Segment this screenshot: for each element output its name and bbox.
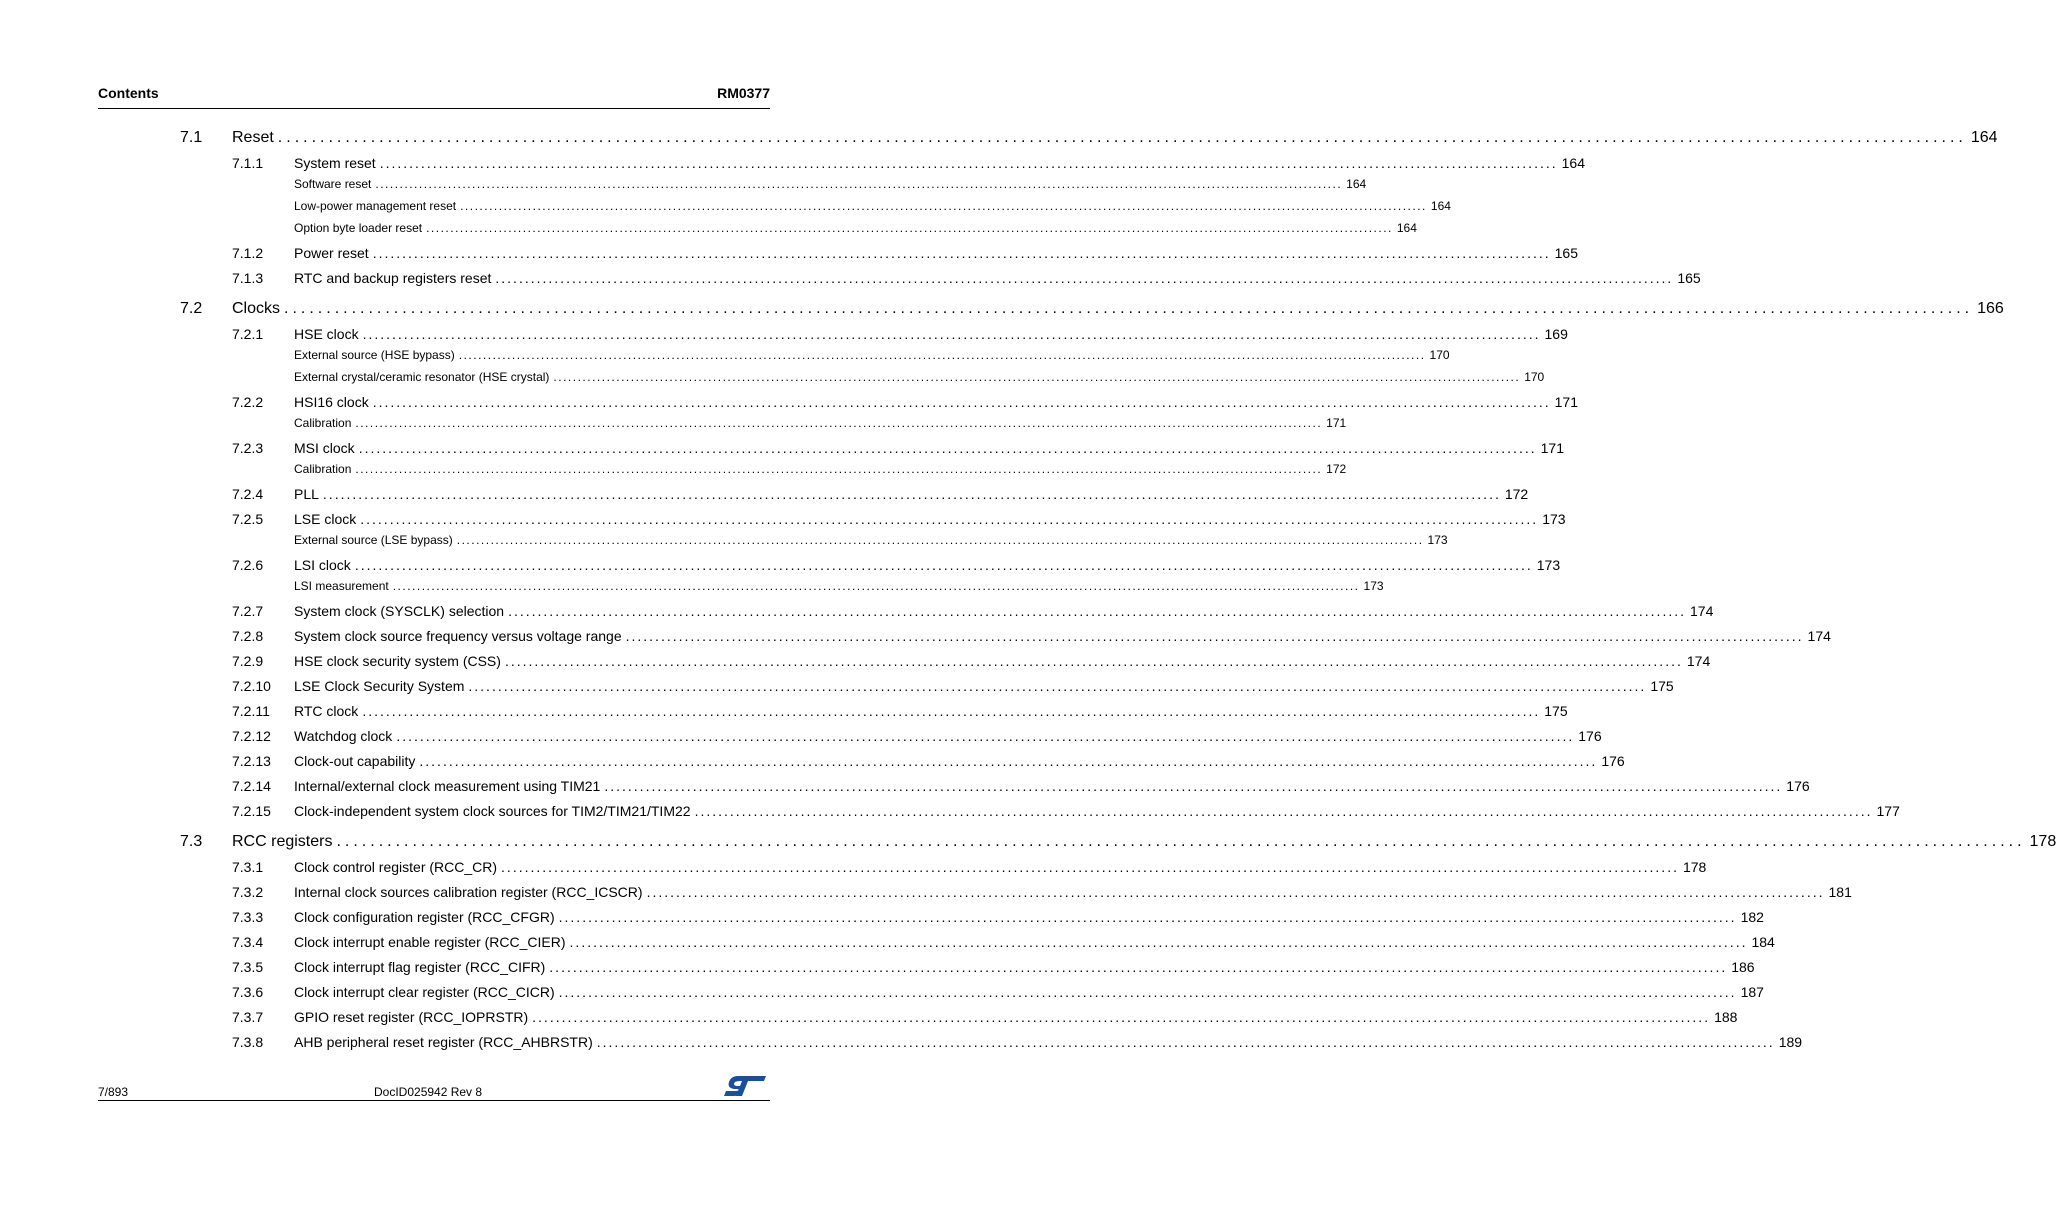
toc-entry-title[interactable]: System reset — [294, 155, 376, 171]
toc-entry-title[interactable]: AHB peripheral reset register (RCC_AHBRSTR) — [294, 1034, 593, 1050]
toc-entry-page[interactable]: 165 — [1554, 245, 1578, 261]
toc-entry[interactable] — [180, 300, 2004, 318]
toc-entry-title[interactable]: External source (HSE bypass) — [294, 348, 455, 362]
toc-dot-leader: ........................................................................................................................................................................................................ — [379, 155, 1558, 171]
toc-dot-leader: ........................................................................................................................................................................................................ — [458, 348, 1426, 362]
toc-entry-title[interactable]: System clock source frequency versus voltage range — [294, 628, 622, 644]
toc-entry[interactable] — [232, 728, 1602, 744]
toc-entry-page[interactable]: 171 — [1326, 416, 1347, 430]
toc-dot-leader: ........................................................................................................................................................................................................ — [646, 884, 1825, 900]
toc-entry-title[interactable]: Watchdog clock — [294, 728, 393, 744]
toc-entry-number: 7.2.9 — [232, 653, 264, 669]
toc-entry-title[interactable]: Internal clock sources calibration register (RCC_ICSCR) — [294, 884, 643, 900]
toc-entry[interactable] — [232, 859, 1707, 875]
toc-dot-leader: ........................................................................................................................................................................................................ — [336, 833, 2026, 850]
toc-entry-title[interactable]: Calibration — [294, 462, 352, 476]
toc-dot-leader: ........................................................................................................................................................................................................ — [277, 129, 1967, 146]
toc-entry-page[interactable]: 175 — [1650, 678, 1674, 694]
toc-entry[interactable] — [232, 603, 1714, 619]
toc-dot-leader: ........................................................................................................................................................................................................ — [460, 199, 1427, 213]
toc-dot-leader: ........................................................................................................................................................................................................ — [354, 557, 1533, 573]
toc-dot-leader: ........................................................................................................................................................................................................ — [495, 270, 1674, 286]
toc-entry-page[interactable]: 177 — [1876, 803, 1900, 819]
toc-entry-page[interactable]: 176 — [1786, 778, 1810, 794]
toc-entry-number: 7.2.2 — [232, 394, 264, 410]
toc-entry-page[interactable]: 172 — [1504, 486, 1529, 502]
toc-entry[interactable] — [294, 416, 1347, 430]
toc-entry-page[interactable]: 174 — [1807, 628, 1831, 644]
toc-entry-page[interactable]: 175 — [1544, 703, 1568, 719]
toc-entry-title[interactable]: RTC clock — [294, 703, 359, 719]
toc-entry[interactable] — [232, 778, 1810, 794]
toc-entry-page[interactable]: 164 — [1430, 199, 1451, 213]
toc-dot-leader: ........................................................................................................................................................................................................ — [426, 221, 1393, 235]
toc-entry-page[interactable]: 169 — [1544, 326, 1568, 342]
st-logo-icon — [724, 1074, 768, 1098]
page-footer — [98, 1084, 770, 1101]
toc-entry[interactable] — [232, 557, 1561, 573]
toc-dot-leader: ........................................................................................................................................................................................................ — [372, 245, 1551, 261]
toc-entry-number: 7.2.15 — [232, 803, 271, 819]
toc-entry-page[interactable]: 189 — [1778, 1034, 1803, 1050]
toc-entry-page[interactable]: 164 — [1561, 155, 1585, 171]
toc-dot-leader: ........................................................................................................................................................................................................ — [419, 753, 1598, 769]
toc-entry-title[interactable]: HSI16 clock — [294, 394, 369, 410]
toc-entry[interactable] — [232, 703, 1568, 719]
toc-entry[interactable] — [232, 653, 1711, 669]
toc-dot-leader: ........................................................................................................................................................................................................ — [358, 440, 1537, 456]
toc-dot-leader: ........................................................................................................................................................................................................ — [355, 416, 1323, 430]
toc-entry-number: 7.3.2 — [232, 884, 264, 900]
toc-entry-title[interactable]: Clock-out capability — [294, 753, 416, 769]
toc-entry-number: 7.2.3 — [232, 440, 264, 456]
toc-entry-title[interactable]: HSE clock — [294, 326, 359, 342]
toc-entry-number: 7.2.6 — [232, 557, 264, 573]
toc-entry-title[interactable]: Clock control register (RCC_CR) — [294, 859, 498, 875]
toc-entry[interactable] — [294, 199, 1451, 213]
toc-dot-leader: ........................................................................................................................................................................................................ — [392, 579, 1360, 593]
toc-entry-page[interactable]: 181 — [1828, 884, 1852, 900]
toc-entry-title[interactable]: Calibration — [294, 416, 352, 430]
toc-dot-leader: ........................................................................................................................................................................................................ — [284, 300, 1974, 317]
toc-dot-leader: ........................................................................................................................................................................................................ — [322, 486, 1501, 502]
toc-entry-title[interactable]: Reset — [232, 129, 274, 146]
toc-entry[interactable] — [294, 579, 1384, 593]
toc-dot-leader: ........................................................................................................................................................................................................ — [553, 370, 1521, 384]
toc-entry[interactable] — [232, 909, 1764, 925]
toc-entry-number: 7.1.1 — [232, 155, 264, 171]
toc-entry[interactable] — [232, 984, 1764, 1000]
toc-entry[interactable] — [232, 884, 1852, 900]
toc-dot-leader: ........................................................................................................................................................................................................ — [362, 703, 1541, 719]
toc-entry-page[interactable]: 176 — [1601, 753, 1625, 769]
toc-entry[interactable] — [232, 486, 1529, 502]
toc-dot-leader: ........................................................................................................................................................................................................ — [558, 984, 1737, 1000]
header-doc-code: RM0377 — [717, 85, 770, 101]
page-header — [98, 84, 770, 109]
toc-entry-number: 7.3.7 — [232, 1009, 264, 1025]
toc-entry-page[interactable]: 173 — [1427, 533, 1448, 547]
toc-entry-page[interactable]: 170 — [1429, 348, 1450, 362]
toc-dot-leader: ........................................................................................................................................................................................................ — [625, 628, 1804, 644]
toc-entry[interactable] — [294, 533, 1448, 547]
toc-entry[interactable] — [232, 753, 1625, 769]
toc-entry-number: 7.2.7 — [232, 603, 264, 619]
toc-entry-number: 7.2 — [180, 300, 203, 317]
toc-dot-leader: ........................................................................................................................................................................................................ — [569, 934, 1748, 950]
toc-entry-number: 7.3.1 — [232, 859, 264, 875]
toc-entry-title[interactable]: RCC registers — [232, 833, 333, 850]
toc-entry[interactable] — [232, 934, 1775, 950]
toc-entry-page[interactable]: 173 — [1536, 557, 1561, 573]
toc-dot-leader: ........................................................................................................................................................................................................ — [604, 778, 1783, 794]
toc-entry-number: 7.3.6 — [232, 984, 264, 1000]
toc-entry-page[interactable]: 173 — [1363, 579, 1384, 593]
toc-entry-title[interactable]: Clocks — [232, 300, 281, 317]
toc-entry-title[interactable]: LSI measurement — [294, 579, 389, 593]
toc-entry-title[interactable]: Low-power management reset — [294, 199, 457, 213]
toc-entry-title[interactable]: External crystal/ceramic resonator (HSE crystal) — [294, 370, 550, 384]
toc-entry-title[interactable]: RTC and backup registers reset — [294, 270, 492, 286]
toc-entry[interactable] — [294, 462, 1347, 476]
toc-entry[interactable] — [180, 833, 2056, 851]
toc-entry[interactable] — [294, 221, 1417, 235]
footer-page-number: 7/893 — [98, 1085, 129, 1099]
toc-entry-number: 7.1.2 — [232, 245, 264, 261]
toc-entry-title[interactable]: HSE clock security system (CSS) — [294, 653, 501, 669]
toc-entry-number: 7.2.5 — [232, 511, 264, 527]
toc-dot-leader: ........................................................................................................................................................................................................ — [532, 1009, 1711, 1025]
toc-entry[interactable] — [232, 326, 1568, 342]
toc-entry[interactable] — [232, 394, 1578, 410]
toc-entry-page[interactable]: 166 — [1977, 300, 2004, 317]
toc-entry[interactable] — [294, 348, 1450, 362]
toc-entry-title[interactable]: Option byte loader reset — [294, 221, 423, 235]
toc-entry[interactable] — [232, 628, 1831, 644]
toc-dot-leader: ........................................................................................................................................................................................................ — [360, 511, 1539, 527]
toc-dot-leader: ........................................................................................................................................................................................................ — [468, 678, 1647, 694]
toc-entry[interactable] — [232, 678, 1674, 694]
header-section-title: Contents — [98, 85, 159, 101]
toc-entry-number: 7.2.10 — [232, 678, 271, 694]
toc-entry-page[interactable]: 172 — [1326, 462, 1347, 476]
toc-entry-title[interactable]: LSE clock — [294, 511, 357, 527]
toc-entry[interactable] — [232, 155, 1585, 171]
toc-entry-number: 7.3.4 — [232, 934, 264, 950]
toc-entry-page[interactable]: 164 — [1346, 177, 1367, 191]
toc-entry[interactable] — [232, 245, 1578, 261]
toc-entry-number: 7.2.8 — [232, 628, 264, 644]
toc-entry-page[interactable]: 164 — [1970, 129, 1998, 146]
toc-entry-number: 7.3.5 — [232, 959, 264, 975]
toc-entry[interactable] — [232, 803, 1900, 819]
toc-dot-leader: ........................................................................................................................................................................................................ — [501, 859, 1679, 875]
toc-entry-page[interactable]: 174 — [1686, 653, 1711, 669]
toc-entry-page[interactable]: 164 — [1396, 221, 1417, 235]
toc-entry[interactable] — [232, 959, 1755, 975]
toc-dot-leader: ........................................................................................................................................................................................................ — [549, 959, 1728, 975]
toc-entry-page[interactable]: 176 — [1578, 728, 1602, 744]
toc-entry-number: 7.2.12 — [232, 728, 271, 744]
toc-entry-number: 7.1 — [180, 129, 203, 146]
toc-entry[interactable] — [180, 129, 1998, 147]
toc-entry-title[interactable]: LSI clock — [294, 557, 351, 573]
toc-entry[interactable] — [232, 270, 1701, 286]
toc-entry-page[interactable]: 182 — [1740, 909, 1764, 925]
toc-entry-title[interactable]: Clock interrupt clear register (RCC_CICR) — [294, 984, 555, 1000]
toc-entry-page[interactable]: 173 — [1542, 511, 1566, 527]
toc-entry-number: 7.2.1 — [232, 326, 264, 342]
toc-entry-title[interactable]: PLL — [294, 486, 319, 502]
toc-entry-number: 7.2.11 — [232, 703, 270, 719]
toc-dot-leader: ........................................................................................................................................................................................................ — [694, 803, 1873, 819]
toc-entry[interactable] — [294, 177, 1367, 191]
toc-entry-title[interactable]: Clock interrupt flag register (RCC_CIFR) — [294, 959, 546, 975]
toc-entry-page[interactable]: 186 — [1731, 959, 1755, 975]
toc-entry-page[interactable]: 174 — [1690, 603, 1714, 619]
toc-entry[interactable] — [294, 370, 1545, 384]
toc-dot-leader: ........................................................................................................................................................................................................ — [355, 462, 1323, 476]
toc-entry-page[interactable]: 178 — [1682, 859, 1707, 875]
toc-dot-leader: ........................................................................................................................................................................................................ — [558, 909, 1737, 925]
toc-dot-leader: ........................................................................................................................................................................................................ — [504, 653, 1683, 669]
toc-entry[interactable] — [232, 1034, 1803, 1050]
toc-dot-leader: ........................................................................................................................................................................................................ — [596, 1034, 1775, 1050]
toc-entry-page[interactable]: 188 — [1714, 1009, 1738, 1025]
toc-entry-title[interactable]: MSI clock — [294, 440, 355, 456]
toc-entry-page[interactable]: 171 — [1554, 394, 1578, 410]
toc-entry-title[interactable]: GPIO reset register (RCC_IOPRSTR) — [294, 1009, 529, 1025]
toc-entry-title[interactable]: Clock-independent system clock sources for TIM2/TIM21/TIM22 — [294, 803, 691, 819]
toc-entry-number: 7.1.3 — [232, 270, 264, 286]
toc-dot-leader: ........................................................................................................................................................................................................ — [372, 394, 1551, 410]
toc-entry-page[interactable]: 187 — [1740, 984, 1764, 1000]
toc-entry-number: 7.2.14 — [232, 778, 271, 794]
toc-entry[interactable] — [232, 440, 1564, 456]
toc-entry-title[interactable]: LSE Clock Security System — [294, 678, 465, 694]
toc-entry-page[interactable]: 165 — [1677, 270, 1701, 286]
toc-entry-number: 7.3 — [180, 833, 203, 850]
toc-dot-leader: ........................................................................................................................................................................................................ — [362, 326, 1541, 342]
toc-entry-title[interactable]: Internal/external clock measurement using TIM21 — [294, 778, 601, 794]
toc-entry[interactable] — [232, 1009, 1738, 1025]
toc-dot-leader: ........................................................................................................................................................................................................ — [375, 177, 1343, 191]
toc-dot-leader: ........................................................................................................................................................................................................ — [456, 533, 1424, 547]
toc-entry-title[interactable]: Software reset — [294, 177, 372, 191]
toc-entry-number: 7.3.8 — [232, 1034, 264, 1050]
toc-entry-number: 7.2.13 — [232, 753, 271, 769]
footer-doc-id: DocID025942 Rev 8 — [374, 1085, 483, 1099]
toc-entry-page[interactable]: 178 — [2029, 833, 2056, 850]
toc-entry-title[interactable]: External source (LSE bypass) — [294, 533, 453, 547]
toc-entry-page[interactable]: 184 — [1751, 934, 1775, 950]
toc-entry-title[interactable]: Clock configuration register (RCC_CFGR) — [294, 909, 555, 925]
toc-entry-page[interactable]: 171 — [1540, 440, 1564, 456]
toc-entry[interactable] — [232, 511, 1566, 527]
toc-entry-title[interactable]: Clock interrupt enable register (RCC_CIER) — [294, 934, 566, 950]
toc-entry-number: 7.3.3 — [232, 909, 264, 925]
toc-entry-title[interactable]: Power reset — [294, 245, 369, 261]
toc-dot-leader: ........................................................................................................................................................................................................ — [396, 728, 1575, 744]
toc-entry-number: 7.2.4 — [232, 486, 264, 502]
toc-dot-leader: ........................................................................................................................................................................................................ — [508, 603, 1687, 619]
toc-entry-page[interactable]: 170 — [1524, 370, 1545, 384]
toc-entry-title[interactable]: System clock (SYSCLK) selection — [294, 603, 505, 619]
